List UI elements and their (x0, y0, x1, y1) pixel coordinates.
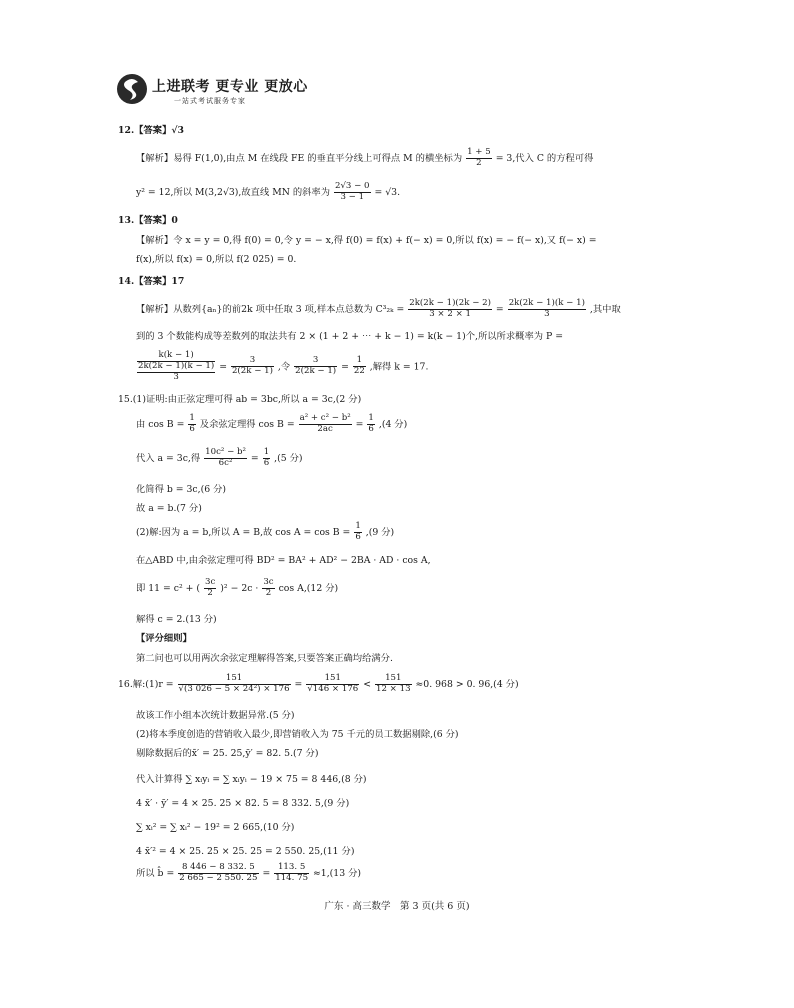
page-footer: 广东 · 高三数学 第 3 页(共 6 页) (324, 901, 470, 912)
fraction: $\frac{113. 5}{114. 75}$ (275, 862, 309, 883)
fraction: $\frac{1}{6}$ (368, 413, 374, 434)
fraction: k(k − 1) 2k(2k − 1)(k − 1) 3 (138, 350, 215, 382)
fraction: $\frac{1}{6}$ (263, 447, 270, 468)
q13-answer: 13.【答案】0 (118, 215, 178, 226)
fraction: $\frac{1}{6}$ (189, 413, 195, 434)
fraction: $\frac{\text{a² + c² − b²}}{2ac}$ (299, 413, 351, 434)
q15-line9: 解得 c = 2.(13 分) (136, 614, 217, 625)
q13-line2: f(x),所以 f(x) = 0,所以 f(2 025) = 0. (136, 254, 297, 265)
fraction: $\frac{151}{√146 \times 176}$ (307, 673, 359, 694)
q16-line9: 所以 b̂ = $\frac{8 446 - 8 332. 5}{2 665 - 2 550. 25}$ = $\frac{113. 5}{114. 75}$ ≈1,(13 分) (136, 862, 362, 883)
q16-line6: 4 x̄′ · ȳ′ = 4 × 25. 25 × 82. 5 = 8 332. 5,(9 分) (136, 798, 350, 809)
q15-line2: 由 cos B = $\frac{1}{6}$ 及余弦定理得 cos B = $\frac{\text{a² + c² − b²}}{2ac}$ = $\frac{1}{6}$ ,(4 分) (136, 413, 408, 434)
fraction: $\frac{151}{12 \times 13}$ (376, 673, 411, 694)
fraction: $\frac{\text{10c² − b²}}{\text{6c²}}$ (205, 447, 246, 468)
fraction: $\frac{3c}{2}$ (263, 577, 274, 598)
q16-line2: 故该工作小组本次统计数据异常.(5 分) (136, 710, 295, 721)
rubric-text: 第二问也可以用两次余弦定理解得答案,只要答案正确均给满分. (136, 653, 393, 664)
q14-answer: 14.【答案】17 (118, 276, 185, 287)
q16-line8: 4 x̄′² = 4 × 25. 25 × 25. 25 = 2 550. 25,(11 分) (136, 846, 355, 857)
fraction: $\frac{1}{6}$ (355, 521, 361, 542)
q12-answer: 12.【答案】√3 (118, 125, 184, 136)
q15-line8: 即 11 = c² + ( $\frac{3c}{2}$ )² − 2c · $\frac{3c}{2}$ cos A,(12 分) (136, 577, 339, 598)
fraction: $\frac{1}{22}$ (353, 355, 365, 377)
q16-line3: (2)将本季度创造的营销收入最少,即营销收入为 75 千元的员工数据剔除,(6 分) (136, 729, 459, 740)
q14-line1: 【解析】从数列{aₙ}的前2k 项中任取 3 项,样本点总数为 C³₂ₖ = $\frac{2k(2k - 1)(2k - 2)}{3 \times 2 \times 1}$ = $\frac{2k(2k - 1)(k - 1)}{3}$ ,其中取 (136, 298, 621, 319)
q16-line5: 代入计算得 ∑ xᵢyᵢ = ∑ xᵢyᵢ − 19 × 75 = 8 446,(8 分) (136, 774, 367, 785)
brand-name: 上进联考 更专业 更放心 (152, 79, 308, 95)
fraction: $\frac{3}{2(2k - 1)}$ (295, 355, 337, 377)
brand-swirl-icon (116, 72, 148, 106)
fraction: $\frac{8 446 - 8 332. 5}{2 665 - 2 550. 25}$ (179, 862, 258, 883)
fraction: $\frac{2√3 - 0}{3 - 1}$ (334, 181, 370, 202)
rubric-title: 【评分细则】 (136, 633, 192, 644)
q16-line1: 16.解:(1)r = $\frac{151}{\text{√(3 026 − 5 × 24²) × 176}}$ = $\frac{151}{√146 \times 176}$ < $\frac{151}{12 \times 13}$ ≈0. 968 > 0. 96,(4 分) (118, 673, 519, 694)
fraction: $\frac{3}{2(2k - 1)}$ (231, 355, 273, 377)
q16-line7: ∑ xᵢ² = ∑ xᵢ² − 19² = 2 665,(10 分) (136, 822, 295, 833)
q14-line2: 到的 3 个数能构成等差数列的取法共有 2 × (1 + 2 + ⋯ + k − 1) = k(k − 1)个,所以所求概率为 P = (136, 331, 563, 342)
q14-line3: k(k − 1) 2k(2k − 1)(k − 1) 3 = $\frac{3}{2(2k - 1)}$ ,令 $\frac{3}{2(2k - 1)}$ = $\frac{1}{22}$ ,解得 k = 17. (138, 350, 429, 382)
q15-line6: (2)解:因为 a = b,所以 A = B,故 cos A = cos B = $\frac{1}{6}$ ,(9 分) (136, 521, 395, 542)
q12-line2: y² = 12,所以 M(3,2√3),故直线 MN 的斜率为 $\frac{2√3 - 0}{3 - 1}$ = √3. (136, 181, 401, 202)
fraction: $\frac{3c}{2}$ (205, 577, 216, 598)
q12-line1: 【解析】易得 F(1,0),由点 M 在线段 FE 的垂直平分线上可得点 M 的横坐标为 $\frac{1 + 5}{2}$ = 3,代入 C 的方程可得 (136, 147, 594, 168)
q13-line1: 【解析】令 x = y = 0,得 f(0) = 0,令 y = − x,得 f(0) = f(x) + f(− x) = 0,所以 f(x) = − f(− x),又 f(− x) = (136, 235, 597, 246)
fraction: $\frac{151}{\text{√(3 026 − 5 × 24²) × 176}}$ (178, 673, 290, 694)
fraction: $\frac{1 + 5}{2}$ (467, 147, 491, 168)
q15-line5: 故 a = b.(7 分) (136, 503, 202, 514)
fraction: $\frac{2k(2k - 1)(k - 1)}{3}$ (508, 298, 585, 319)
q16-line4: 剔除数据后的x̄′ = 25. 25,ȳ′ = 82. 5.(7 分) (136, 748, 319, 759)
q15-line3: 代入 a = 3c,得 $\frac{\text{10c² − b²}}{\text{6c²}}$ = $\frac{1}{6}$ ,(5 分) (136, 447, 303, 468)
brand-slogan: 一站式考试服务专家 (174, 97, 246, 105)
fraction: $\frac{2k(2k - 1)(2k - 2)}{3 \times 2 \times 1}$ (409, 298, 491, 319)
q15-line7: 在△ABD 中,由余弦定理可得 BD² = BA² + AD² − 2BA · AD · cos A, (136, 555, 431, 566)
q15-line4: 化简得 b = 3c,(6 分) (136, 484, 226, 495)
q15-line1: 15.(1)证明:由正弦定理可得 ab = 3bc,所以 a = 3c,(2 分) (118, 394, 362, 405)
